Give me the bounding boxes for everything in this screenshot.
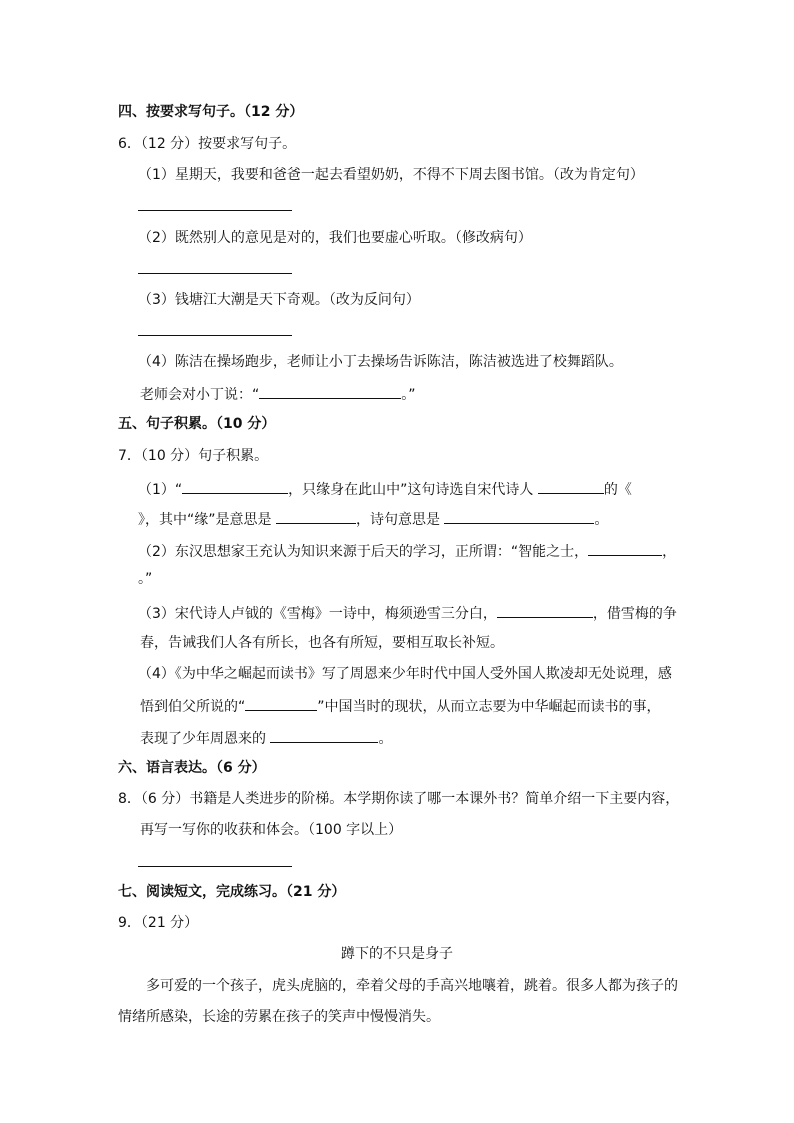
q7-item-1-line-2	[138, 508, 676, 530]
q7-item-4-line-2	[140, 695, 676, 717]
blank[interactable]	[588, 540, 662, 556]
text: 。	[594, 512, 609, 528]
text: （2）东汉思想家王充认为知识来源于后天的学习，正所谓：“智能之士，	[138, 544, 589, 560]
section-4-heading: 四、按要求写句子。（12 分）	[118, 104, 304, 120]
question-8-line-1: 8．（6 分）书籍是人类进步的阶梯。本学期你读了哪一本课外书？简单介绍一下主要内容，	[118, 791, 680, 807]
blank[interactable]	[270, 727, 378, 743]
answer-line[interactable]	[138, 335, 292, 336]
q6-item-4-answer-row	[140, 383, 676, 405]
blank[interactable]	[259, 383, 401, 399]
q7-item-1-line-1	[138, 478, 676, 500]
q7-item-2-line-2: 。”	[138, 571, 153, 587]
passage-paragraph-line-2: 情绪所感染，长途的劳累在孩子的笑声中慢慢消失。	[118, 1009, 440, 1025]
section-6-heading: 六、语言表达。（6 分）	[118, 760, 266, 776]
passage-title: 蹲下的不只是身子	[341, 946, 453, 962]
question-8-line-2: 再写一写你的收获和体会。（100 字以上）	[140, 822, 403, 838]
q6-item-4-prefix: 老师会对小丁说：“	[140, 387, 260, 403]
q6-item-3: （3）钱塘江大潮是天下奇观。（改为反问句）	[138, 292, 420, 308]
passage-paragraph-line-1: 多可爱的一个孩子，虎头虎脑的，牵着父母的手高兴地嚷着，跳着。很多人都为孩子的	[146, 978, 678, 994]
text: ”中国当时的现状，从而立志要为中华崛起而读书的事，	[317, 699, 661, 715]
text: 。	[378, 731, 393, 747]
text: （3）宋代诗人卢钺的《雪梅》一诗中，梅须逊雪三分白，	[138, 606, 497, 622]
section-5-heading: 五、句子积累。（10 分）	[118, 416, 276, 432]
text: 》，其中“缘”是意思是	[138, 512, 276, 528]
text: ，只缘身在此山中”这句诗选自宋代诗人	[288, 482, 538, 498]
q6-item-4: （4）陈洁在操场跑步，老师让小丁去操场告诉陈洁，陈洁被选进了校舞蹈队。	[138, 354, 623, 370]
answer-line[interactable]	[138, 210, 292, 211]
blank[interactable]	[538, 478, 604, 494]
blank[interactable]	[245, 695, 317, 711]
q6-item-4-suffix: 。”	[401, 387, 416, 403]
q7-item-2-line-1	[138, 540, 676, 562]
q7-item-4-line-1: （4）《为中华之崛起而读书》写了周恩来少年时代中国人受外国人欺凌却无处说理，感	[138, 666, 672, 682]
text: 悟到伯父所说的“	[140, 699, 246, 715]
section-7-heading: 七、阅读短文，完成练习。（21 分）	[118, 884, 346, 900]
text: ，	[662, 544, 677, 560]
blank[interactable]	[182, 478, 288, 494]
q7-item-3-line-2: 春，告诫我们人各有所长，也各有所短，要相互取长补短。	[140, 635, 504, 651]
q7-item-4-line-3	[140, 727, 676, 749]
answer-line[interactable]	[138, 273, 292, 274]
blank[interactable]	[444, 508, 594, 524]
question-6-stem: 6．（12 分）按要求写句子。	[118, 136, 297, 152]
question-7-stem: 7．（10 分）句子积累。	[118, 448, 269, 464]
answer-line[interactable]	[138, 866, 292, 867]
blank[interactable]	[276, 508, 356, 524]
q6-item-1: （1）星期天，我要和爸爸一起去看望奶奶，不得不下周去图书馆。（改为肯定句）	[138, 167, 644, 183]
q6-item-2: （2）既然别人的意见是对的，我们也要虚心听取。（修改病句）	[138, 230, 532, 246]
q7-item-3-line-1	[138, 602, 676, 624]
text: ，借雪梅的争	[592, 606, 677, 622]
text: 的《	[603, 482, 632, 498]
text: ，诗句意思是	[355, 512, 445, 528]
text: （1）“	[138, 482, 183, 498]
blank[interactable]	[497, 602, 593, 618]
text: 表现了少年周恩来的	[140, 731, 271, 747]
question-9-stem: 9．（21 分）	[118, 915, 199, 931]
